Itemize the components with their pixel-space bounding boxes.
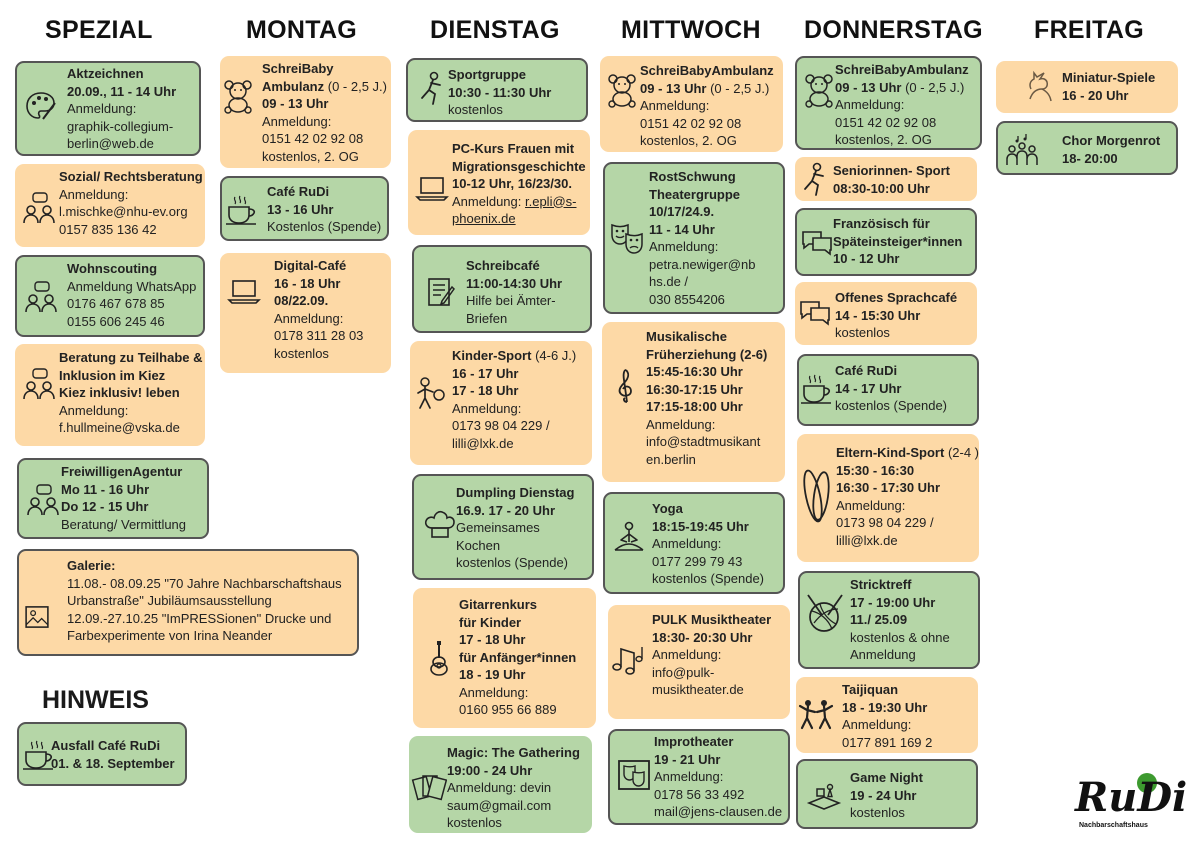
card-text: Anmeldung: [640, 98, 710, 113]
card-text: kostenlos, 2. OG [262, 148, 359, 164]
card-time: 16 - 18 Uhr [274, 275, 341, 291]
laptop-icon [226, 273, 262, 309]
card-pulk-musiktheater[interactable] [608, 605, 790, 719]
card-title: Theatergruppe [649, 186, 741, 202]
card-time: Do 12 - 15 Uhr [61, 499, 149, 514]
card-text: Hilfe bei Ämter- [466, 293, 556, 308]
card-wohnscouting[interactable] [15, 255, 205, 337]
card-title: Digital-Café [274, 258, 347, 273]
speech-bubbles-icon [799, 224, 835, 260]
taiji-icon [798, 697, 834, 733]
card-game-night[interactable] [796, 759, 978, 829]
card-age: (0 - 2,5 J.) [706, 80, 770, 96]
card-text: Farbexperimente von Irina Neander [67, 628, 273, 643]
card-text: kostenlos (Spende) [652, 571, 765, 586]
card-date: 01. & 18. September [51, 755, 175, 771]
card-gitarrenkurs[interactable] [413, 588, 596, 728]
card-text: Urbanstraße" Jubiläumsausstellung [67, 593, 272, 608]
board-game-icon [806, 777, 842, 813]
header-mittwoch: MITTWOCH [621, 16, 761, 44]
card-date: 16.9. 17 - 20 Uhr [456, 502, 555, 518]
card-date: 20.09., 11 - 14 Uhr [67, 83, 177, 99]
card-time: 16 - 17 Uhr [452, 365, 519, 381]
card-schreibaby-montag[interactable] [220, 56, 391, 168]
card-title: Inklusion im Kiez [59, 367, 166, 383]
card-time: 13 - 16 Uhr [267, 201, 334, 217]
card-text: kostenlos [447, 815, 502, 830]
document-pen-icon [424, 275, 460, 311]
card-email: mail@jens-clausen.de [654, 804, 783, 819]
card-text: Briefen [466, 310, 508, 326]
music-notes-icon [610, 643, 646, 679]
card-phone: 0176 467 678 85 [67, 296, 165, 311]
card-title: SchreiBabyAmbulanz [640, 63, 774, 78]
card-title: Sportgruppe [448, 67, 526, 82]
chef-hat-icon [422, 506, 458, 542]
card-text: kostenlos, 2. OG [640, 133, 737, 148]
card-title: Improtheater [654, 734, 734, 749]
card-time: 11:00-14:30 Uhr [466, 275, 563, 291]
card-date: 10/17/24.9. [649, 204, 715, 219]
card-text: Anmeldung: [59, 186, 129, 202]
card-time: 18:30- 20:30 Uhr [652, 629, 753, 645]
card-kinder-sport[interactable] [410, 341, 592, 465]
card-miniatur-spiele[interactable] [996, 61, 1178, 113]
card-title: PC-Kurs Frauen mit [452, 141, 575, 156]
people-talk-icon [23, 279, 59, 315]
card-title: Ambulanz [262, 78, 325, 94]
speech-bubbles-icon [797, 294, 833, 330]
card-title: für Kinder [459, 614, 522, 630]
card-text: Anmeldung: [835, 97, 905, 112]
card-text: 11.08.- 08.09.25 "70 Jahre Nachbarschaftshaus [67, 575, 342, 591]
people-talk-icon [21, 190, 57, 226]
teddy-bear-icon [801, 72, 837, 108]
card-text: Gemeinsames [456, 520, 540, 535]
card-freiwilligen-agentur[interactable] [17, 458, 209, 539]
card-dumpling-dienstag[interactable] [412, 474, 594, 580]
card-text: Anmeldung: [452, 193, 525, 209]
card-text: Anmeldung WhatsApp [67, 278, 197, 294]
card-time: 09 - 13 Uhr [640, 80, 707, 96]
card-time: 17 - 18 Uhr [459, 632, 526, 647]
card-sozial-rechtsberatung[interactable] [15, 164, 205, 247]
card-time: 17 - 19:00 Uhr [850, 594, 936, 610]
card-text: Kostenlos (Spende) [267, 219, 382, 234]
card-time: 18 - 19:30 Uhr [842, 699, 928, 715]
card-email: l.mischke@nhu-ev.org [59, 204, 188, 219]
card-phone: 0151 42 02 92 08 [262, 131, 364, 146]
card-email: info@pulk- [652, 664, 715, 680]
card-text: Anmeldung: [652, 647, 722, 662]
card-title: Game Night [850, 770, 923, 785]
card-title: Kinder-Sport [452, 348, 532, 363]
card-title: SchreiBaby [262, 61, 334, 76]
card-time: 19:00 - 24 Uhr [447, 762, 533, 778]
header-dienstag: DIENSTAG [430, 16, 560, 44]
card-title: Yoga [652, 501, 683, 516]
card-chor-morgenrot[interactable] [996, 121, 1178, 175]
card-email-link[interactable]: r.epli@s- [525, 193, 577, 209]
theater-masks-icon [616, 757, 652, 793]
card-date: 11./ 25.09 [850, 612, 908, 627]
card-text: kostenlos [835, 325, 890, 340]
card-title: Taijiquan [842, 682, 899, 697]
card-title: Seniorinnen- Sport [833, 163, 950, 178]
card-title: Französisch für [833, 216, 930, 231]
card-text: Anmeldung [850, 647, 916, 662]
card-age: (2-4 ) [944, 445, 979, 460]
card-text: Anmeldung: devin [447, 780, 552, 795]
card-title: Galerie: [67, 558, 116, 573]
card-email: musiktheater.de [652, 682, 744, 697]
card-text: Anmeldung: [646, 416, 716, 432]
hoops-icon [801, 466, 835, 526]
card-magic-the-gathering[interactable] [409, 736, 592, 833]
card-email: saum@gmail.com [447, 797, 552, 813]
header-montag: MONTAG [246, 16, 358, 44]
card-time: 14 - 17 Uhr [835, 380, 902, 396]
card-time: 10-12 Uhr, 16/23/30. [452, 176, 572, 191]
card-schreibaby-donnerstag[interactable] [795, 56, 982, 150]
card-eltern-kind-sport[interactable] [797, 434, 979, 562]
card-text: kostenlos, 2. OG [835, 132, 932, 147]
people-talk-icon [25, 482, 61, 518]
card-time: 16 - 20 Uhr [1062, 87, 1129, 103]
card-phone: 0173 98 04 229 / [836, 515, 934, 530]
card-offenes-sprachcafe[interactable] [795, 282, 977, 345]
card-text: Anmeldung: [59, 402, 129, 418]
treble-clef-icon [608, 368, 644, 404]
teddy-bear-icon [220, 78, 256, 114]
card-cafe-rudi-montag[interactable] [220, 176, 389, 241]
card-title: Dumpling Dienstag [456, 485, 575, 500]
card-cafe-rudi-donnerstag[interactable] [797, 354, 979, 426]
card-email: berlin@web.de [67, 136, 154, 151]
card-age: (0 - 2,5 J.) [901, 79, 965, 95]
card-time: 10:30 - 11:30 Uhr [448, 84, 552, 100]
card-schreibcafe[interactable] [412, 245, 592, 333]
card-phone: 0177 299 79 43 [652, 553, 743, 569]
card-text: Anmeldung: [836, 497, 906, 513]
card-phone: 0173 98 04 229 / [452, 418, 550, 433]
card-email: f.hullmeine@vska.de [59, 420, 180, 435]
card-time: 09 - 13 Uhr [262, 96, 329, 111]
card-time: 18:15-19:45 Uhr [652, 518, 749, 534]
people-talk-icon [21, 366, 57, 402]
card-subtitle: für Anfänger*innen [459, 649, 577, 665]
card-title: Schreibcafé [466, 258, 540, 273]
card-text: kostenlos [448, 102, 503, 117]
card-digital-cafe[interactable] [220, 253, 391, 373]
card-title: Chor Morgenrot [1062, 133, 1161, 148]
card-text: Anmeldung: [262, 113, 332, 129]
card-galerie[interactable] [17, 549, 359, 656]
header-hinweis: HINWEIS [42, 686, 149, 714]
card-title: Magic: The Gathering [447, 745, 580, 760]
logo-text: RuDi [1075, 774, 1188, 821]
card-phone: 0178 311 28 03 [274, 328, 364, 343]
card-title: PULK Musiktheater [652, 612, 772, 627]
card-title: Café RuDi [267, 184, 330, 199]
exercise-icon [414, 70, 450, 106]
card-email: lilli@lxk.de [836, 532, 898, 548]
card-text: Anmeldung: [459, 684, 529, 700]
laptop-icon [414, 170, 450, 206]
card-franzoesisch[interactable] [795, 208, 977, 276]
card-time: 19 - 24 Uhr [850, 787, 917, 803]
card-yoga[interactable] [603, 492, 785, 594]
card-title: Späteinsteiger*innen [833, 233, 963, 249]
card-time: 15:30 - 16:30 [836, 462, 915, 478]
card-teilhabe-inklusion[interactable] [15, 344, 205, 446]
card-taijiquan[interactable] [796, 677, 978, 753]
coffee-cup-icon [799, 370, 835, 406]
card-title: Früherziehung (2-6) [646, 346, 768, 362]
card-phone: 0178 56 33 492 [654, 786, 745, 802]
card-title: SchreiBabyAmbulanz [835, 62, 969, 77]
coffee-cup-icon [224, 191, 260, 227]
card-text: kostenlos (Spende) [835, 398, 948, 413]
card-improtheater[interactable] [608, 729, 790, 825]
card-time: 14 - 15:30 Uhr [835, 307, 921, 323]
card-title: Stricktreff [850, 577, 912, 592]
card-age: (4-6 J.) [531, 348, 577, 363]
card-rostschwung[interactable] [603, 162, 785, 314]
choir-icon [1004, 132, 1040, 168]
theater-masks-icon [609, 220, 645, 256]
card-seniorinnen-sport[interactable] [795, 157, 977, 201]
card-title: Sozial/ Rechtsberatung [59, 169, 203, 184]
cards-icon [411, 770, 447, 806]
card-text: Anmeldung: [452, 400, 522, 416]
image-icon [23, 603, 51, 631]
card-aktzeichnen[interactable] [15, 61, 201, 156]
card-phone: 0155 606 245 46 [67, 313, 165, 329]
card-date: 08/22.09. [274, 293, 329, 308]
card-time: 18- 20:00 [1062, 150, 1118, 166]
card-text: Kochen [456, 537, 501, 553]
card-musikalische-frueherziehung[interactable] [602, 322, 785, 482]
guitar-icon [421, 640, 457, 676]
card-title: Musikalische [646, 329, 727, 344]
card-title: Ausfall Café RuDi [51, 738, 161, 753]
card-time: 17 - 18 Uhr [452, 383, 519, 398]
header-donnerstag: DONNERSTAG [804, 16, 983, 44]
card-text: kostenlos [274, 345, 329, 361]
card-ausfall-cafe[interactable] [17, 722, 187, 786]
dragon-icon [1022, 69, 1058, 105]
card-text: Beratung/ Vermittlung [61, 516, 187, 532]
card-email: petra.newiger@nb [649, 256, 756, 272]
card-title: Miniatur-Spiele [1062, 70, 1156, 85]
card-email: lilli@lxk.de [452, 435, 514, 451]
card-phone: 0151 42 02 92 08 [835, 114, 937, 130]
card-time: 16:30-17:15 Uhr [646, 381, 743, 397]
card-schreibaby-mittwoch[interactable] [600, 56, 783, 152]
card-title: Wohnscouting [67, 261, 158, 276]
card-time: 11 - 14 Uhr [649, 221, 715, 237]
card-text: Anmeldung: [842, 717, 912, 732]
card-title: Aktzeichnen [67, 66, 144, 81]
card-title: Migrationsgeschichte [452, 158, 586, 174]
card-text: Anmeldung: [654, 769, 724, 784]
card-email: info@stadtmusikant [646, 434, 761, 449]
header-spezial: SPEZIAL [45, 16, 153, 44]
card-text: kostenlos & ohne [850, 629, 950, 645]
card-email-link[interactable]: phoenix.de [452, 211, 516, 226]
kids-sport-icon [412, 375, 448, 411]
palette-icon [23, 89, 59, 125]
card-subtitle: Kiez inklusiv! leben [59, 385, 180, 400]
card-text: Anmeldung: [274, 310, 344, 326]
card-email: hs.de / [649, 274, 689, 289]
teddy-bear-icon [604, 72, 640, 108]
yarn-ball-icon [802, 591, 846, 635]
card-title: RostSchwung [649, 169, 736, 184]
card-email: graphik-collegium- [67, 118, 174, 134]
card-title: Beratung zu Teilhabe & [59, 350, 203, 365]
card-phone: 0160 955 66 889 [459, 702, 557, 717]
card-text: Anmeldung: [649, 239, 719, 254]
card-phone: 0177 891 169 2 [842, 734, 933, 750]
card-time: 09 - 13 Uhr [835, 79, 902, 95]
card-phone: 030 8554206 [649, 291, 725, 307]
card-time: 08:30-10:00 Uhr [833, 180, 930, 196]
card-stricktreff[interactable] [798, 571, 980, 669]
card-time: 10 - 12 Uhr [833, 251, 900, 266]
card-time: Mo 11 - 16 Uhr [61, 481, 150, 497]
card-title: Gitarrenkurs [459, 597, 538, 612]
card-time: 16:30 - 17:30 Uhr [836, 480, 941, 495]
card-pc-kurs[interactable] [408, 130, 590, 235]
card-time: 18 - 19 Uhr [459, 667, 526, 682]
card-text: Anmeldung: [67, 101, 137, 116]
card-age: (0 - 2,5 J.) [324, 78, 387, 94]
header-freitag: FREITAG [1034, 16, 1144, 44]
card-time: 19 - 21 Uhr [654, 751, 721, 767]
card-title: Offenes Sprachcafé [835, 290, 958, 305]
card-title: Eltern-Kind-Sport [836, 445, 945, 460]
card-title: FreiwilligenAgentur [61, 464, 183, 479]
card-sportgruppe[interactable] [406, 58, 588, 122]
card-time: 15:45-16:30 Uhr [646, 364, 743, 379]
exercise-icon [797, 161, 833, 197]
card-phone: 0151 42 02 92 08 [640, 115, 742, 131]
rudi-logo [1065, 770, 1188, 834]
card-text: kostenlos [850, 805, 905, 820]
card-text: Anmeldung: [652, 536, 722, 551]
card-title: Café RuDi [835, 363, 898, 378]
card-email: en.berlin [646, 451, 696, 467]
card-time: 17:15-18:00 Uhr [646, 399, 743, 414]
yoga-icon [611, 520, 647, 556]
card-text: kostenlos (Spende) [456, 555, 569, 570]
card-phone: 0157 835 136 42 [59, 221, 157, 237]
logo-subtitle: Nachbarschaftshaus [1079, 822, 1148, 829]
card-text: 12.09.-27.10.25 "ImPRESSionen" Drucke und [67, 610, 332, 626]
